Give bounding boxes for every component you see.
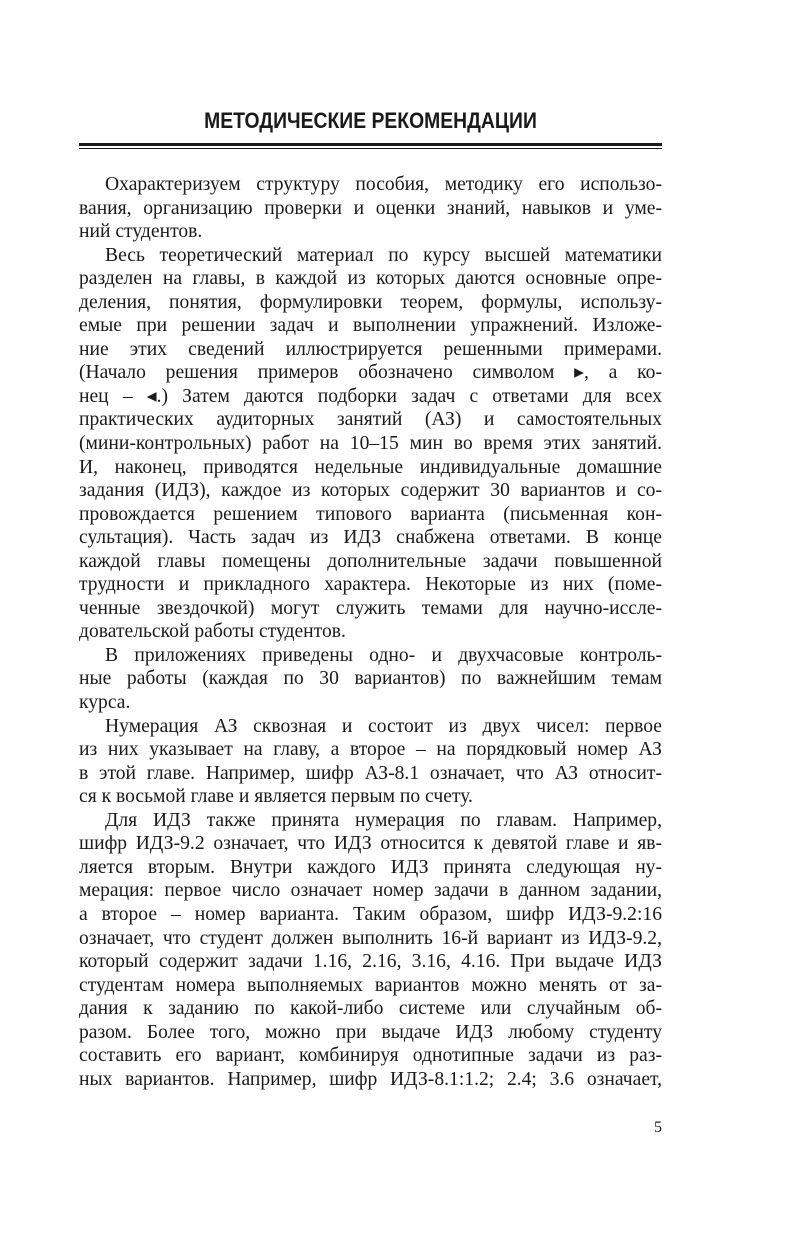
text-line: емые при решении задач и выполнении упражнений. Изложе-	[79, 315, 662, 337]
text-line: (Начало решения примеров обозначено символом ▸, а ко-	[79, 362, 662, 384]
text-line: задания (ИДЗ), каждое из которых содержит 30 вариантов и со-	[79, 480, 662, 502]
text-line: довательской работы студентов.	[79, 621, 346, 643]
text-line: ние этих сведений иллюстрируется решенными примерами.	[79, 338, 662, 360]
text-line: шифр ИДЗ-9.2 означает, что ИДЗ относится к девятой главе и яв-	[79, 833, 662, 855]
text-line: ные работы (каждая по 30 вариантов) по важнейшим темам	[79, 668, 662, 690]
text-line: Нумерация АЗ сквозная и состоит из двух чисел: первое	[105, 715, 662, 737]
text-line: В приложениях приведены одно- и двухчасовые контроль-	[105, 644, 662, 666]
text-line: из них указывает на главу, а второе – на порядковый номер АЗ	[79, 739, 662, 761]
text-line: вания, организацию проверки и оценки знаний, навыков и уме-	[79, 197, 662, 219]
text-line: И, наконец, приводятся недельные индивидуальные домашние	[79, 456, 662, 478]
text-line: ляется вторым. Внутри каждого ИДЗ принята следующая ну-	[79, 856, 662, 878]
text-line: составить его вариант, комбинируя однотипные задачи из раз-	[79, 1045, 662, 1067]
text-line: ченные звездочкой) могут служить темами для научно-иссле-	[79, 597, 662, 619]
text-line: провождается решением типового варианта (письменная кон-	[79, 503, 662, 525]
header-rule-thick	[79, 143, 662, 146]
text-line: курса.	[79, 692, 131, 714]
text-line: (мини-контрольных) работ на 10–15 мин во время этих занятий.	[79, 433, 662, 455]
text-line: трудности и прикладного характера. Некоторые из них (поме-	[79, 574, 662, 596]
page-number: 5	[654, 1119, 662, 1136]
text-line: в этой главе. Например, шифр АЗ-8.1 означает, что АЗ относит-	[79, 762, 662, 784]
text-line: нец – ◂.) Затем даются подборки задач с ответами для всех	[79, 385, 662, 407]
text-line: ся к восьмой главе и является первым по счету.	[79, 786, 473, 808]
text-line: каждой главы помещены дополнительные задачи повышенной	[79, 550, 662, 572]
text-line: ний студентов.	[79, 221, 203, 243]
text-line: Весь теоретический материал по курсу высшей математики	[105, 244, 662, 266]
header-rule-thin	[79, 148, 662, 149]
text-line: разом. Более того, можно при выдаче ИДЗ любому студенту	[79, 1021, 662, 1043]
text-line: деления, понятия, формулировки теорем, формулы, использу-	[79, 291, 662, 313]
text-line: студентам номера выполняемых вариантов можно менять от за-	[79, 974, 662, 996]
text-line: Для ИДЗ также принята нумерация по главам. Например,	[105, 809, 662, 831]
text-line: разделен на главы, в каждой из которых даются основные опре-	[79, 268, 662, 290]
text-line: а второе – номер варианта. Таким образом, шифр ИДЗ-9.2:16	[79, 903, 662, 925]
text-line: мерация: первое число означает номер задачи в данном задании,	[79, 880, 662, 902]
text-line: Охарактеризуем структуру пособия, методику его использо-	[105, 174, 662, 195]
body-text	[79, 173, 662, 1091]
text-line: который содержит задачи 1.16, 2.16, 3.16, 4.16. При выдаче ИДЗ	[79, 951, 662, 973]
text-line: ных вариантов. Например, шифр ИДЗ-8.1:1.2; 2.4; 3.6 означает,	[79, 1068, 662, 1090]
text-line: сультация). Часть задач из ИДЗ снабжена ответами. В конце	[79, 527, 662, 549]
text-line: дания к заданию по какой-либо системе или случайным об-	[79, 998, 662, 1020]
page-title: МЕТОДИЧЕСКИЕ РЕКОМЕНДАЦИИ	[204, 108, 537, 133]
text-line: означает, что студент должен выполнить 16-й вариант из ИДЗ-9.2,	[79, 927, 662, 949]
text-line: практических аудиторных занятий (АЗ) и самостоятельных	[79, 409, 662, 431]
